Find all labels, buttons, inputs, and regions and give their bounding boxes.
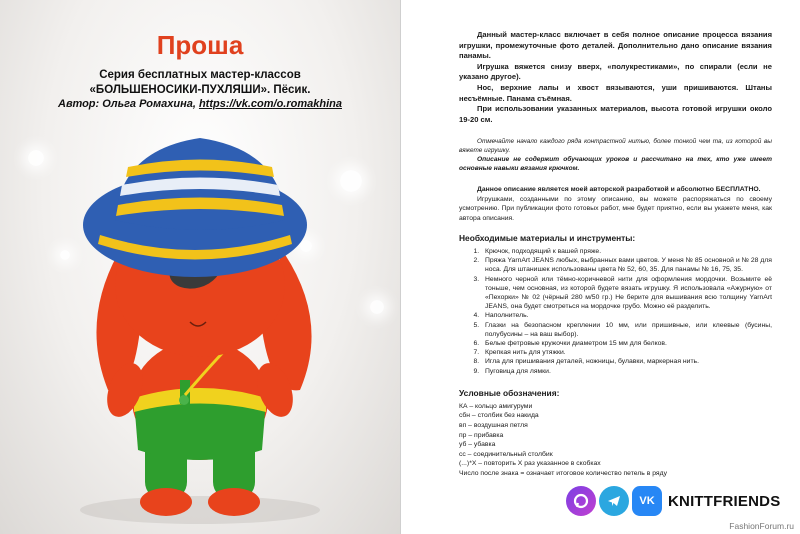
notes-block	[459, 137, 772, 173]
legend-item: сбн – столбик без накида	[459, 412, 539, 420]
copyright-paragraph: Игрушками, созданными по этому описанию, вы можете распоряжаться по своему усмотрению. При публикации фото готовых работ, мне будет приятно, если вы укажете меня, как автора описания.	[459, 195, 772, 222]
copyright-paragraph: Данное описание является моей авторской разработкой и абсолютно БЕСПЛАТНО.	[477, 186, 761, 194]
intro-paragraph: Нос, верхние лапы и хвост вязываются, уши пришиваются. Штаны несъёмные. Панама съёмная.	[459, 82, 772, 103]
page-title: Проша	[156, 30, 244, 60]
materials-heading: Необходимые материалы и инструменты:	[459, 232, 636, 243]
legend-list	[459, 402, 772, 479]
vk-label: VK	[639, 495, 655, 507]
author-link[interactable]: https://vk.com/o.romakhina	[198, 98, 342, 110]
list-item: 5. Глазки на безопасном креплении 10 мм, или пришивные, или клеевые (бусины, полубусины – на ваш выбор).	[481, 321, 772, 339]
watermark: FashionForum.ru	[729, 521, 794, 531]
legend-item: уб – убавка	[459, 441, 496, 449]
legend-item: Число после знака = означает итоговое количество петель в ряду	[459, 469, 667, 477]
list-item: 4. Наполнитель.	[481, 311, 772, 320]
series-subtitle	[0, 68, 400, 98]
list-item: 1. Крючок, подходящий к вашей пряже.	[481, 247, 772, 256]
telegram-icon[interactable]	[599, 486, 629, 516]
legend-item: КА – кольцо амигуруми	[459, 402, 533, 410]
legend-item: вп – воздушная петля	[459, 422, 528, 429]
legend-item: (...)*Х – повторить Х раз указанное в скобках	[459, 460, 601, 468]
list-item: 3. Немного черной или тёмно-коричневой нити для оформления мордочки. Возьмите её тоньше, чем основная, из которой будете вязать игрушку. Я использовала «Ажурную» от «Пехорки» № 02 (чёрный 280 м/50 гр.) Не берите для вышивания всю толщину YarnArt JEANS, она будет смотреться на мордочке грубо. Можно её разделить.	[481, 275, 772, 312]
legend-item: сс – соединительный столбик	[459, 450, 553, 458]
author-line	[0, 98, 400, 110]
list-item: 2. Пряжа YarnArt JEANS любых, выбранных вами цветов. У меня № 85 основной и № 28 для носа. Для штанишек использованы цвета № 52, 60, 35. Для панамы № 16, 75, 35.	[481, 256, 772, 274]
list-item: 9. Пуговица для лямки.	[481, 367, 772, 376]
note-paragraph: Описание не содержит обучающих уроков и рассчитано на тех, кто уже имеет основные навыки вязания крючком.	[459, 156, 772, 173]
copyright-block	[459, 185, 772, 223]
list-item: 6. Белые фетровые кружочки диаметром 15 мм для белков.	[481, 339, 772, 348]
intro-block	[459, 30, 772, 125]
author-name: Автор: Ольга Ромахина,	[58, 98, 199, 110]
max-messenger-icon[interactable]	[566, 486, 596, 516]
subtitle-line: Серия бесплатных мастер-классов	[99, 69, 301, 81]
list-item: 7. Крепкая нить для утяжки.	[481, 348, 772, 357]
materials-list	[459, 247, 772, 376]
brand-name: KNITTFRIENDS	[668, 492, 781, 510]
intro-paragraph: Игрушка вяжется снизу вверх, «полукрестиками», по спирали (если не указано другое).	[459, 61, 772, 82]
legend-heading: Условные обозначения:	[459, 387, 560, 398]
list-item: 8. Игла для пришивания деталей, ножницы, булавки, маркерная нить.	[481, 357, 772, 366]
intro-paragraph: При использовании указанных материалов, высота готовой игрушки около 19-20 см.	[459, 104, 772, 124]
legend-item: пр – прибавка	[459, 431, 504, 439]
subtitle-line: «БОЛЬШЕНОСИКИ-ПУХЛЯШИ». Пёсик.	[89, 84, 311, 96]
intro-paragraph: Данный мастер-класс включает в себя полное описание процесса вязания игрушки, промежуточные фото деталей. Дополнительно дано описание вязания панамы.	[459, 30, 772, 61]
note-paragraph: Отмечайте начало каждого ряда контрастной нитью, более тонкой чем та, из которой вы вяжете игрушку.	[459, 138, 772, 155]
brand-logos	[562, 483, 800, 519]
description-page	[400, 0, 800, 534]
vk-icon[interactable]	[632, 486, 662, 516]
